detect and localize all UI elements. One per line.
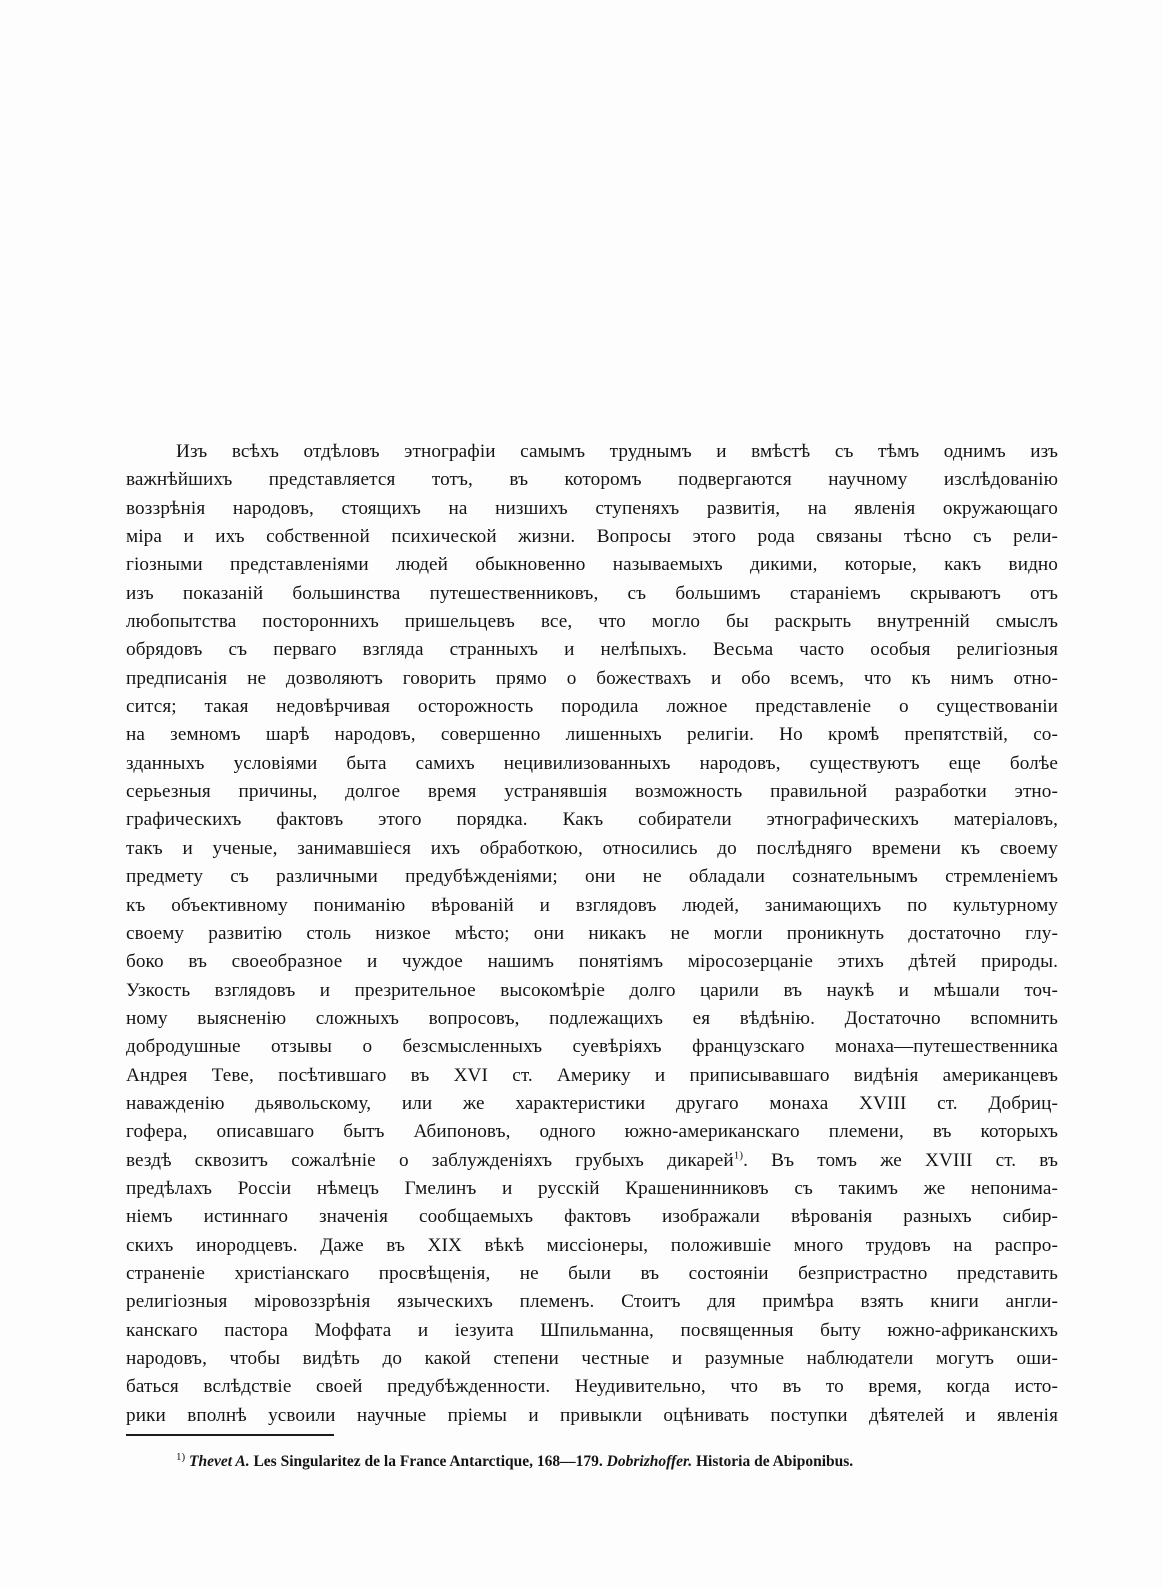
text-line: зданныхъ условіями быта самихъ нецивилизованныхъ народовъ, существуютъ еще болѣе: [126, 752, 1058, 774]
footnote-citation: Historia de Abiponibus.: [695, 1453, 854, 1470]
text-line: предмету съ различными предубѣжденіями; они не обладали сознательнымъ стремленіемъ: [126, 866, 1058, 888]
text-line: сится; такая недовѣрчивая осторожность породила ложное представленіе о существованіи: [126, 696, 1058, 718]
text-line: народовъ, чтобы видѣть до какой степени честные и разумные наблюдатели могутъ оши-: [126, 1348, 1058, 1369]
text-line: ному выясненію сложныхъ вопросовъ, подлежащихъ ея вѣдѣнію. Достаточно вспомнить: [126, 1007, 1058, 1029]
text-line: гіозными представленіями людей обыкновенно называемыхъ дикими, которые, какъ видно: [126, 554, 1058, 576]
footnote-reference: 1): [733, 1149, 744, 1162]
text-line: своему развитію столь низкое мѣсто; они никакъ не могли проникнуть достаточно глу-: [126, 922, 1058, 944]
text-line: воззрѣнія народовъ, стоящихъ на низшихъ ступеняхъ развитія, на явленія окружающаго: [126, 497, 1058, 519]
text-line: серьезныя причины, долгое время устранявшія возможность правильной разработки этно-: [126, 781, 1058, 803]
text-line: къ объективному пониманію вѣрованій и взглядовъ людей, занимающихъ по культурному: [126, 894, 1058, 916]
text-line: обрядовъ съ перваго взгляда странныхъ и нелѣпыхъ. Весьма часто особыя религіозныя: [126, 639, 1058, 661]
footnote: [176, 1451, 1056, 1473]
footnote-author: Dobrizhoffer.: [606, 1453, 693, 1470]
text-line: гофера, описавшаго бытъ Абипоновъ, одного южно-американскаго племени, въ которыхъ: [126, 1121, 1058, 1143]
text-line: графическихъ фактовъ этого порядка. Какъ собиратели этнографическихъ матеріаловъ,: [126, 809, 1058, 831]
text-line: боко въ своеобразное и чуждое нашимъ понятіямъ міросозерцаніе этихъ дѣтей природы.: [126, 951, 1058, 973]
main-text: [126, 438, 1058, 1430]
text-line: скихъ инородцевъ. Даже въ XIX вѣкѣ миссіонеры, положившіе много трудовъ на распро-: [126, 1234, 1058, 1256]
footnote-author: Thevet A.: [189, 1453, 250, 1470]
text-line-with-footnote-ref: [126, 1147, 1058, 1175]
text-line: страненіе христіанскаго просвѣщенія, не были въ состояніи безпристрастно представить: [126, 1262, 1058, 1284]
footnote-marker: 1): [176, 1450, 186, 1463]
text-segment: вездѣ сквозитъ сожалѣніе о заблужденіяхъ грубыхъ дикарей: [126, 1149, 734, 1171]
text-segment: . Въ томъ же XVIII ст. въ: [743, 1149, 1058, 1171]
text-line: религіозныя міровоззрѣнія языческихъ племенъ. Стоитъ для примѣра взять книги англи-: [126, 1291, 1058, 1313]
text-line: Андрея Теве, посѣтившаго въ XVI ст. Америку и приписывавшаго видѣнія американцевъ: [126, 1064, 1058, 1086]
footnote-citation: Les Singularitez de la France Antarctique, 168—179.: [253, 1453, 603, 1470]
text-line: изъ показаній большинства путешественниковъ, съ большимъ стараніемъ скрываютъ отъ: [126, 582, 1058, 604]
text-line: такъ и ученые, занимавшіеся ихъ обработкою, относились до послѣдняго времени къ своему: [126, 837, 1058, 859]
text-line: канскаго пастора Моффата и іезуита Шпильманна, посвященныя быту южно-африканскихъ: [126, 1319, 1058, 1341]
text-line: предписанія не дозволяютъ говорить прямо о божествахъ и обо всемъ, что къ нимъ отно-: [126, 667, 1058, 689]
text-line: любопытства постороннихъ пришельцевъ все, что могло бы раскрыть внутренній смыслъ: [126, 611, 1058, 633]
text-line: предѣлахъ Россіи нѣмецъ Гмелинъ и русскій Крашенинниковъ съ такимъ же непонима-: [126, 1177, 1058, 1199]
footnote-divider: [126, 1434, 334, 1436]
text-line: баться вслѣдствіе своей предубѣжденности. Неудивительно, что въ то время, когда исто-: [126, 1376, 1058, 1398]
text-line: Узкость взглядовъ и презрительное высокомѣріе долго царили въ наукѣ и мѣшали точ-: [126, 979, 1058, 1001]
text-line: добродушные отзывы о безсмысленныхъ суевѣріяхъ французскаго монаха—путешественника: [126, 1036, 1058, 1058]
text-line: Изъ всѣхъ отдѣловъ этнографіи самымъ труднымъ и вмѣстѣ съ тѣмъ однимъ изъ: [176, 441, 1058, 462]
text-line: важнѣйшихъ представляется тотъ, въ которомъ подвергаются научному изслѣдованію: [126, 469, 1058, 491]
text-line: рики вполнѣ усвоили научные пріемы и привыкли оцѣнивать поступки дѣятелей и явленія: [126, 1404, 1058, 1426]
text-line: ніемъ истиннаго значенія сообщаемыхъ фактовъ изображали вѣрованія разныхъ сибир-: [126, 1206, 1058, 1228]
text-line: міра и ихъ собственной психической жизни. Вопросы этого рода связаны тѣсно съ рели-: [126, 526, 1058, 548]
text-line: наважденію дьявольскому, или же характеристики другаго монаха XVIII ст. Добриц-: [126, 1092, 1058, 1114]
text-line: на земномъ шарѣ народовъ, совершенно лишенныхъ религіи. Но кромѣ препятствій, со-: [126, 724, 1058, 746]
